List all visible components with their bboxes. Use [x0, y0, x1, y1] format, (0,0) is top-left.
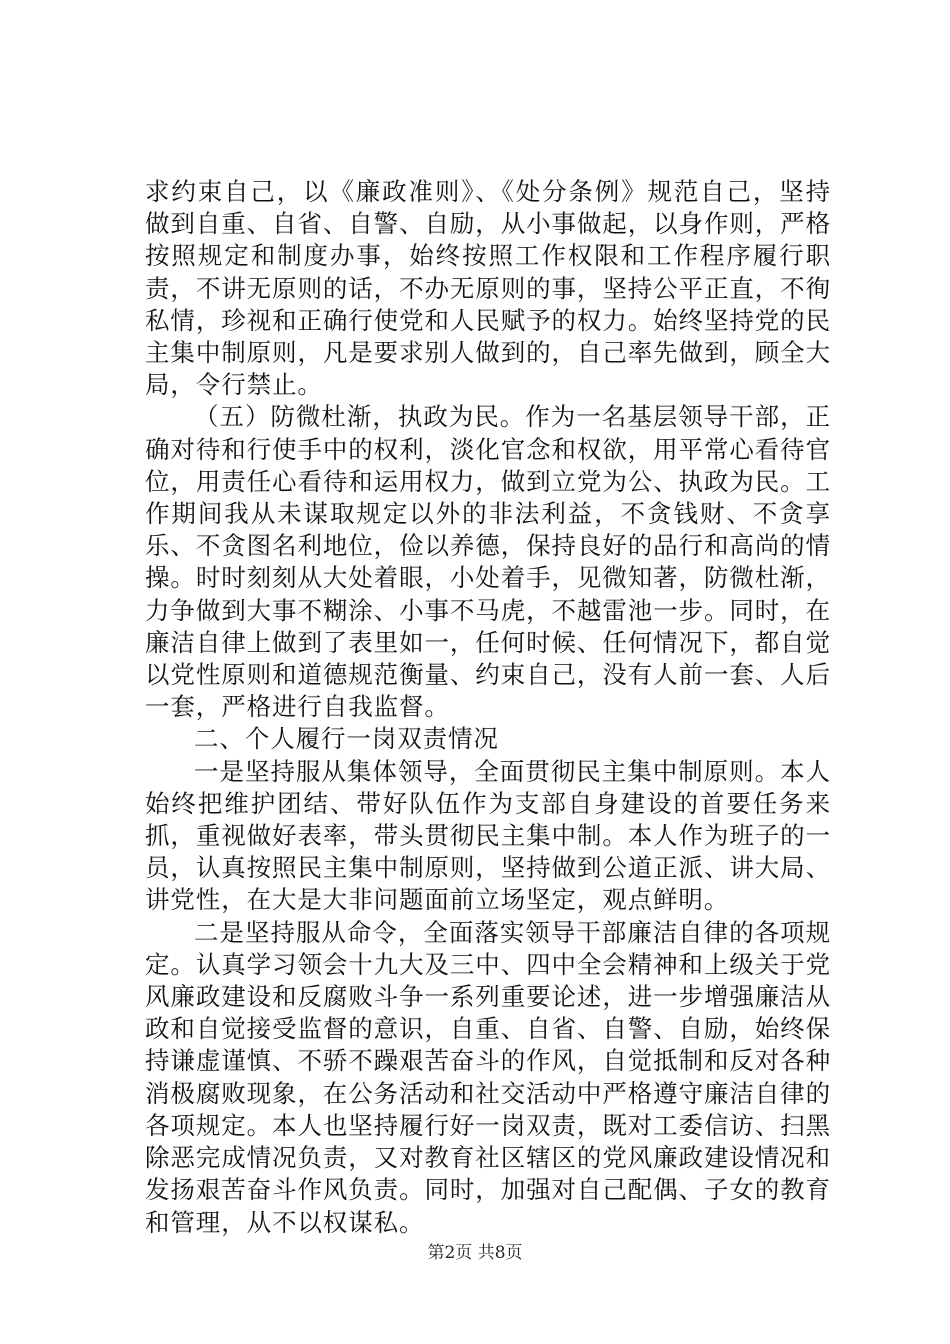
paragraph-section-five: （五）防微杜渐，执政为民。作为一名基层领导干部，正确对待和行使手中的权利，淡化官念和权欲，用平常心看待官位，用责任心看待和运用权力，做到立党为公、执政为民。工作期间我从未谋取规定以外的非法利益，不贪钱财、不贪享乐、不贪图名利地位，俭以养德，保持良好的品行和高尚的情操。时时刻刻从大处着眼，小处着手，见微知著，防微杜渐，力争做到大事不糊涂、小事不马虎，不越雷池一步。同时，在廉洁自律上做到了表里如一，任何时候、任何情况下，都自觉以党性原则和道德规范衡量、约束自己，没有人前一套、人后一套，严格进行自我监督。	[145, 402, 831, 722]
section-heading-two: 二、个人履行一岗双责情况	[194, 724, 499, 754]
page-number-footer: 第2页 共8页	[427, 1243, 523, 1263]
paragraph-point-one: 一是坚持服从集体领导，全面贯彻民主集中制原则。本人始终把维护团结、带好队伍作为支部自身建设的首要任务来抓，重视做好表率，带头贯彻民主集中制。本人作为班子的一员，认真按照民主集中制原则，坚持做到公道正派、讲大局、讲党性，在大是大非问题面前立场坚定，观点鲜明。	[145, 756, 831, 915]
document-body	[145, 176, 831, 1239]
paragraph-point-two: 二是坚持服从命令，全面落实领导干部廉洁自律的各项规定。认真学习领会十九大及三中、四中全会精神和上级关于党风廉政建设和反腐败斗争一系列重要论述，进一步增强廉洁从政和自觉接受监督的意识，自重、自省、自警、自励，始终保持谦虚谨慎、不骄不躁艰苦奋斗的作风，自觉抵制和反对各种消极腐败现象，在公务活动和社交活动中严格遵守廉洁自律的各项规定。本人也坚持履行好一岗双责，既对工委信访、扫黑除恶完成情况负责，又对教育社区辖区的党风廉政建设情况和发扬艰苦奋斗作风负责。同时，加强对自己配偶、子女的教育和管理，从不以权谋私。	[145, 917, 831, 1237]
paragraph-continuation: 求约束自己，以《廉政准则》、《处分条例》规范自己，坚持做到自重、自省、自警、自励，从小事做起，以身作则，严格按照规定和制度办事，始终按照工作权限和工作程序履行职责，不讲无原则的话，不办无原则的事，坚持公平正直，不徇私情，珍视和正确行使党和人民赋予的权力。始终坚持党的民主集中制原则，凡是要求别人做到的，自己率先做到，顾全大局，令行禁止。	[145, 177, 831, 400]
